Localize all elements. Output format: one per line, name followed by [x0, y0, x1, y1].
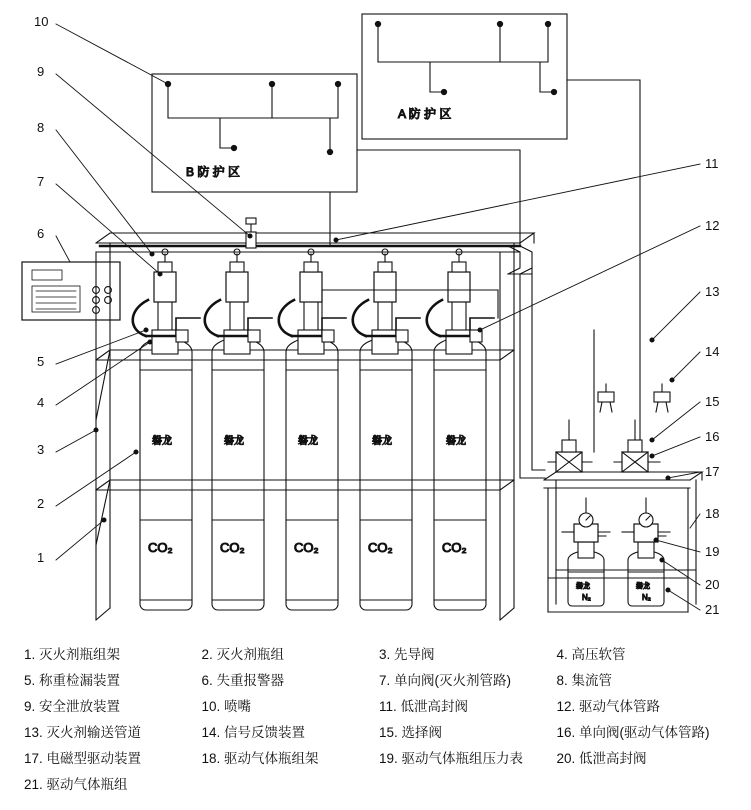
cylinder-assembly-2 — [205, 249, 272, 610]
legend-item: 5. 称重检漏装置 — [24, 673, 121, 688]
legend-item: 19. 驱动气体瓶组压力表 — [379, 751, 524, 766]
legend-item: 14. 信号反馈装置 — [201, 725, 306, 740]
legend-item: 18. 驱动气体瓶组架 — [201, 751, 319, 766]
drive-cylinder-gas-2: N₂ — [642, 593, 651, 602]
callout-10: 10 — [34, 14, 49, 29]
legend — [0, 640, 751, 810]
legend-item: 7. 单向阀(灭火剂管路) — [379, 673, 512, 688]
signal-feedback-right — [654, 384, 670, 412]
cylinder-gas-1: CO₂ — [148, 540, 173, 555]
legend-item: 11. 低泄高封阀 — [379, 699, 469, 714]
callout-7: 7 — [37, 174, 45, 189]
legend-grid — [24, 646, 730, 793]
callout-3: 3 — [37, 442, 45, 457]
legend-item: 3. 先导阀 — [379, 647, 435, 662]
signal-feedback-left — [598, 384, 614, 412]
zone-b-label: B 防 护 区 — [186, 165, 241, 179]
cylinder-brand-2: 磐龙 — [224, 436, 244, 447]
legend-item: 16. 单向阀(驱动气体管路) — [556, 725, 710, 740]
legend-item: 10. 喷嘴 — [201, 699, 252, 714]
selector-valve-1 — [548, 432, 592, 472]
legend-item: 9. 安全泄放装置 — [24, 699, 121, 714]
callout-15: 15 — [705, 394, 720, 409]
legend-item: 15. 选择阀 — [379, 725, 443, 740]
cylinder-assembly-4 — [353, 249, 420, 610]
legend-item: 17. 电磁型驱动装置 — [24, 751, 142, 766]
drive-cylinder-gas-1: N₂ — [582, 593, 591, 602]
cylinder-assembly-5 — [427, 249, 494, 610]
cylinder-gas-5: CO₂ — [442, 540, 467, 555]
weight-alarm-panel — [22, 262, 120, 320]
callout-14: 14 — [705, 344, 720, 359]
cylinder-brand-5: 磐龙 — [446, 436, 466, 447]
drive-cylinder-brand-2: 磐龙 — [636, 583, 650, 590]
legend-item: 12. 驱动气体管路 — [556, 699, 661, 714]
callout-1: 1 — [37, 550, 45, 565]
callout-18: 18 — [705, 506, 720, 521]
legend-item: 8. 集流管 — [556, 673, 613, 688]
safety-relief-device — [246, 218, 256, 248]
callout-16: 16 — [705, 429, 720, 444]
cylinder-brand-1: 磐龙 — [152, 436, 172, 447]
legend-item: 2. 灭火剂瓶组 — [201, 647, 285, 662]
legend-item: 20. 低泄高封阀 — [556, 751, 647, 766]
legend-item: 4. 高压软管 — [556, 647, 626, 662]
cylinder-assembly-3 — [279, 249, 346, 610]
zone-b-box — [152, 74, 357, 192]
callout-4: 4 — [37, 395, 45, 410]
callout-9: 9 — [37, 64, 45, 79]
callout-8: 8 — [37, 120, 45, 135]
callout-5: 5 — [37, 354, 45, 369]
callout-11: 11 — [705, 156, 719, 171]
callout-13: 13 — [705, 284, 720, 299]
cylinder-brand-3: 磐龙 — [298, 436, 318, 447]
callout-19: 19 — [705, 544, 720, 559]
drive-cylinder-brand-1: 磐龙 — [576, 583, 590, 590]
callout-2: 2 — [37, 496, 45, 511]
cylinder-gas-3: CO₂ — [294, 540, 319, 555]
zone-a-box — [362, 14, 567, 139]
cylinder-gas-2: CO₂ — [220, 540, 245, 555]
callout-20: 20 — [705, 577, 720, 592]
cylinder-brand-4: 磐龙 — [372, 436, 392, 447]
legend-item: 1. 灭火剂瓶组架 — [24, 647, 121, 662]
callout-6: 6 — [37, 226, 45, 241]
zone-a-label: A 防 护 区 — [398, 107, 452, 121]
callout-12: 12 — [705, 218, 720, 233]
cylinder-assembly-1 — [133, 249, 200, 610]
cylinder-gas-4: CO₂ — [368, 540, 393, 555]
callout-17: 17 — [705, 464, 720, 479]
legend-item: 21. 驱动气体瓶组 — [24, 777, 128, 792]
callout-21: 21 — [705, 602, 720, 617]
legend-item: 6. 失重报警器 — [201, 673, 285, 688]
legend-item: 13. 灭火剂输送管道 — [24, 725, 142, 740]
